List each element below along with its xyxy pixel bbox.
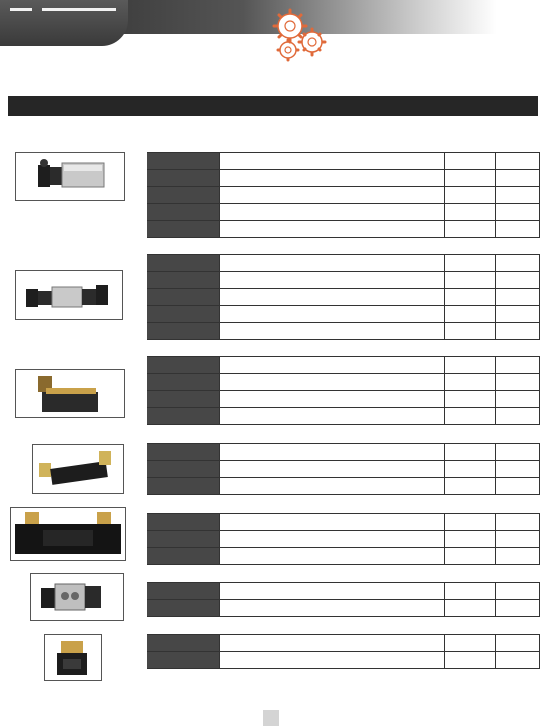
- table-row: [147, 407, 540, 425]
- table-row: [147, 271, 540, 288]
- table-row: [147, 169, 540, 186]
- table-row: [147, 634, 540, 651]
- table-row: [147, 322, 540, 340]
- spec-table-1: [147, 152, 540, 238]
- table-row: [147, 460, 540, 477]
- product-image-5: [10, 507, 126, 561]
- product-image-7: [44, 634, 102, 681]
- table-row: [147, 530, 540, 547]
- product-image-3: [15, 369, 125, 418]
- table-row: [147, 186, 540, 203]
- table-row: [147, 390, 540, 407]
- product-image-6: [30, 573, 124, 621]
- table-row: [147, 203, 540, 220]
- table-row: [147, 651, 540, 669]
- table-row: [147, 547, 540, 565]
- spec-table-3: [147, 356, 540, 425]
- product-image-4: [32, 444, 124, 494]
- table-row: [147, 513, 540, 530]
- table-row: [147, 582, 540, 599]
- spec-table-5: [147, 513, 540, 565]
- table-row: [147, 305, 540, 322]
- spec-table-4: [147, 443, 540, 495]
- page-number-box: [263, 710, 279, 726]
- section-title-bar: [8, 96, 538, 116]
- table-row: [147, 152, 540, 169]
- spec-table-6: [147, 582, 540, 617]
- header-line-short: [10, 8, 32, 11]
- header-tab: [0, 0, 128, 46]
- table-row: [147, 356, 540, 373]
- header-line-long: [42, 8, 116, 11]
- table-row: [147, 373, 540, 390]
- product-image-2: [15, 270, 123, 320]
- table-row: [147, 220, 540, 238]
- table-row: [147, 443, 540, 460]
- table-row: [147, 288, 540, 305]
- spec-table-2: [147, 254, 540, 340]
- table-row: [147, 599, 540, 617]
- spec-table-7: [147, 634, 540, 669]
- product-image-1: [15, 152, 125, 201]
- table-row: [147, 254, 540, 271]
- gears-icon: [268, 6, 332, 68]
- table-row: [147, 477, 540, 495]
